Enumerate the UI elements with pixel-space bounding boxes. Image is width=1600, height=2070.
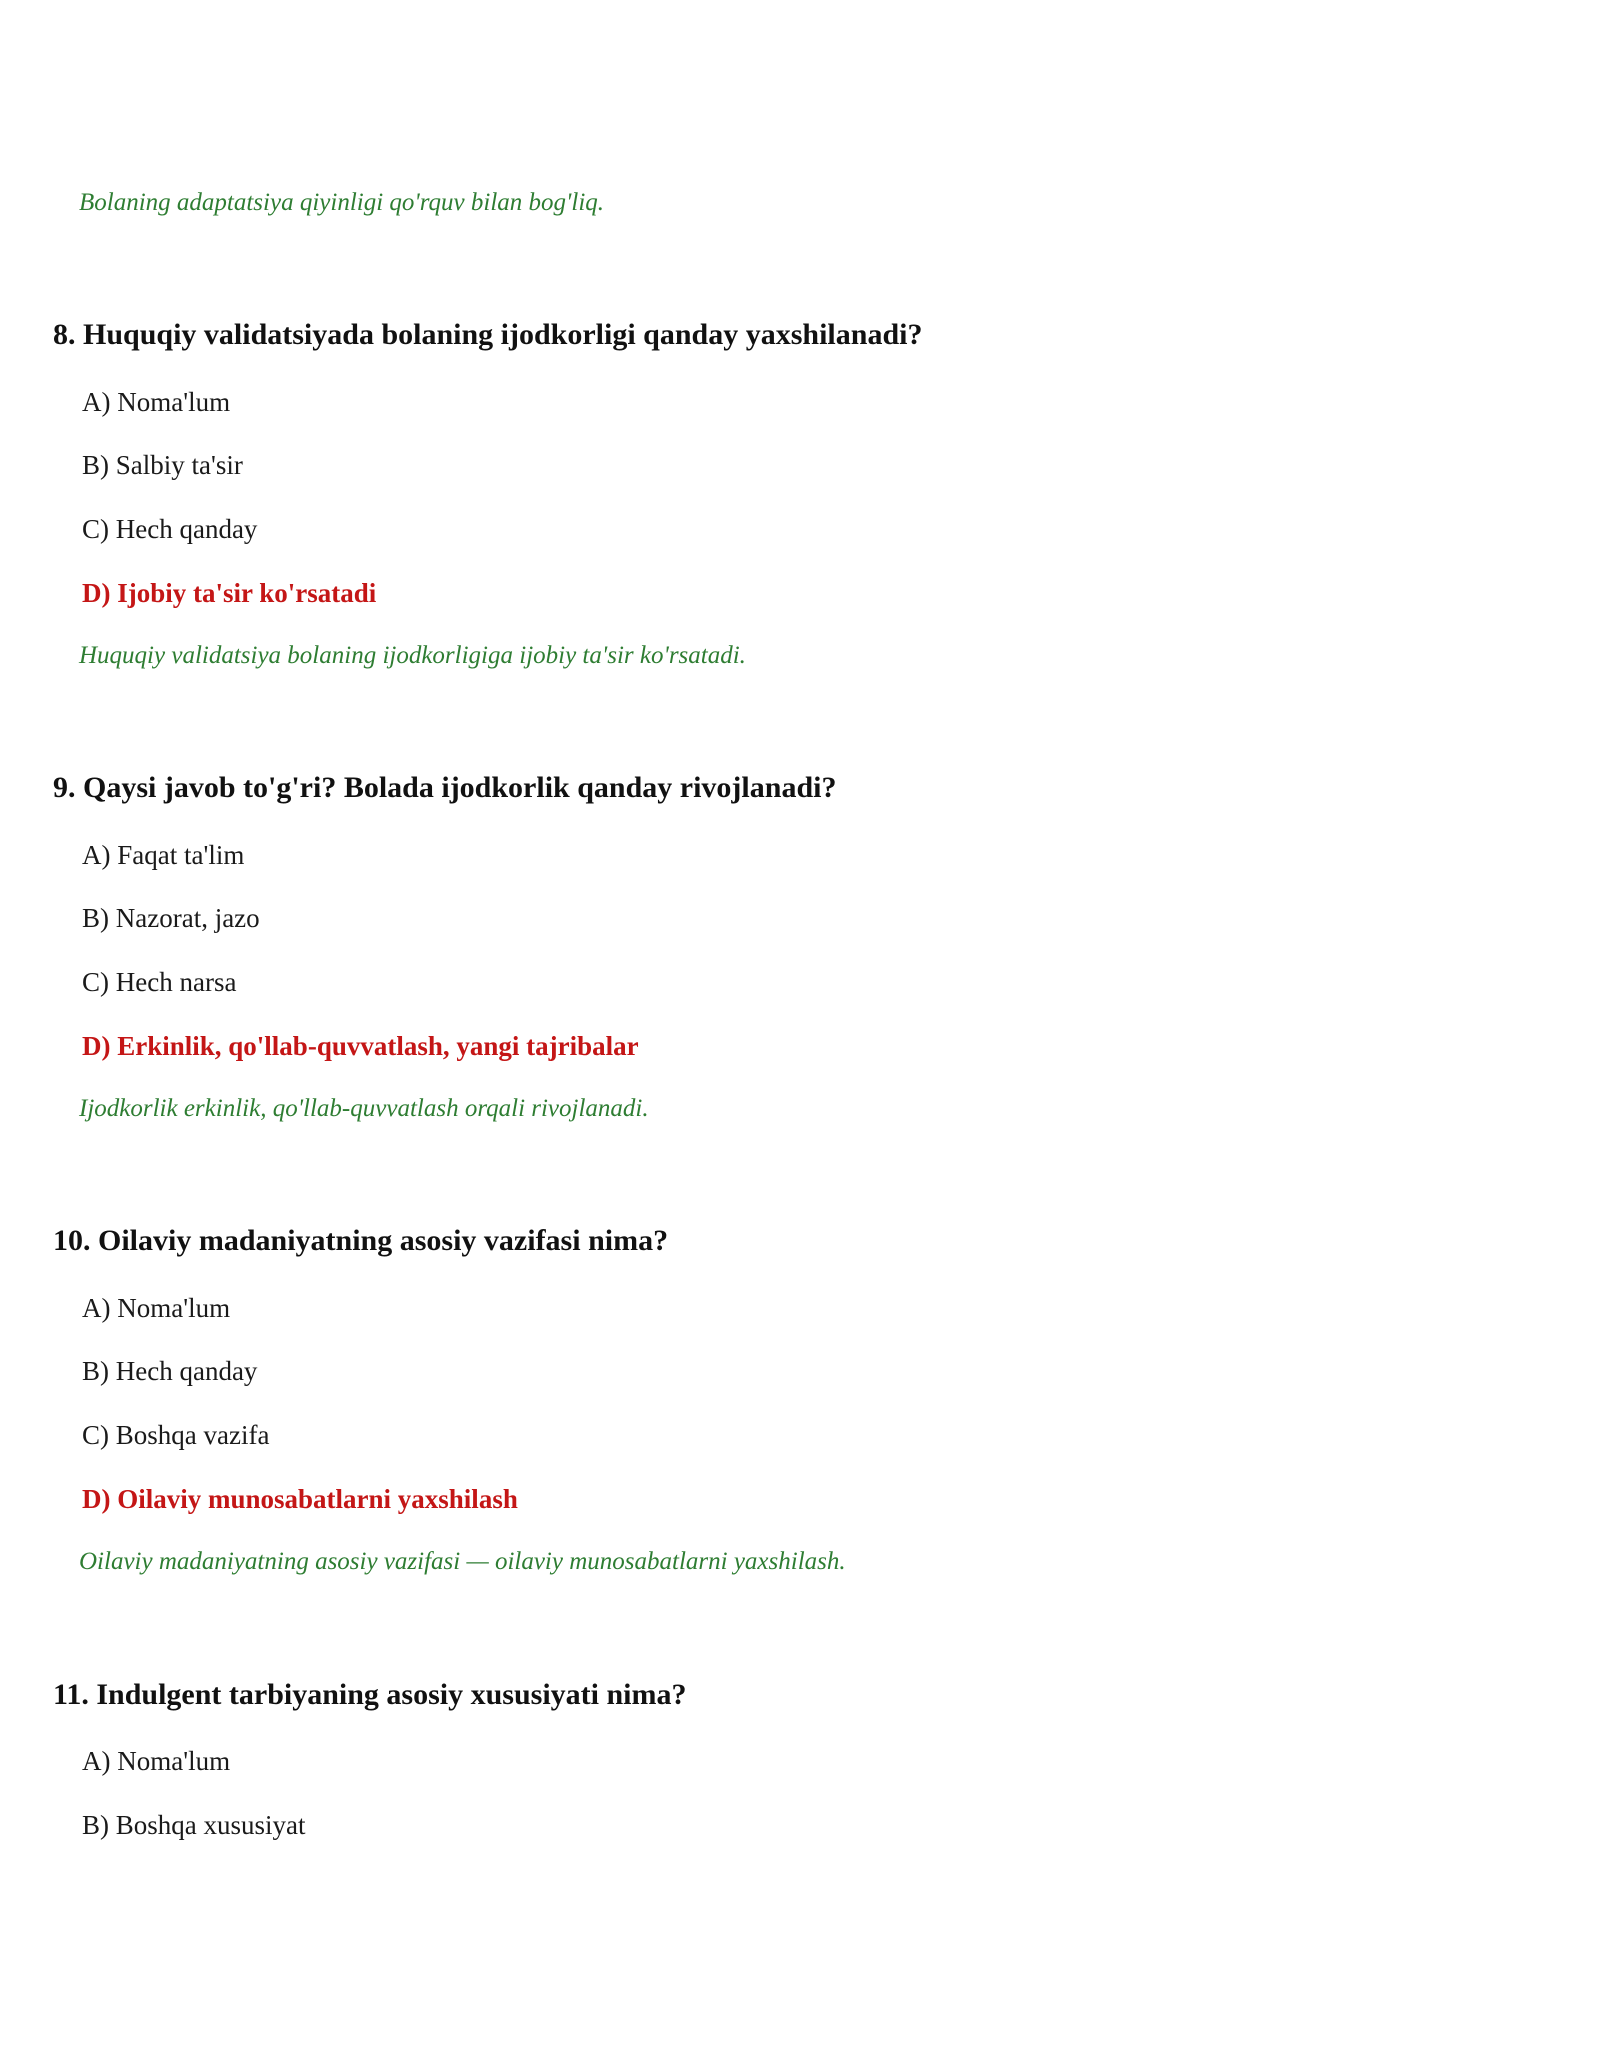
option-d-correct: D) Erkinlik, qo'llab-quvvatlash, yangi tajribalar: [82, 1031, 639, 1061]
option-b: B) Hech qanday: [82, 1356, 258, 1386]
answer-explanation: Huquqiy validatsiya bolaning ijodkorligiga ijobiy ta'sir ko'rsatadi.: [79, 642, 746, 669]
option-a: A) Noma'lum: [82, 387, 231, 417]
answer-explanation: Bolaning adaptatsiya qiyinligi qo'rquv bilan bog'liq.: [79, 189, 605, 216]
option-b: B) Salbiy ta'sir: [82, 450, 243, 480]
question-title: 10. Oilaviy madaniyatning asosiy vazifasi nima?: [53, 1224, 669, 1257]
option-c: C) Hech narsa: [82, 967, 237, 997]
question-title: 9. Qaysi javob to'g'ri? Bolada ijodkorlik qanday rivojlanadi?: [53, 771, 837, 804]
answer-explanation: Oilaviy madaniyatning asosiy vazifasi — oilaviy munosabatlarni yaxshilash.: [79, 1548, 846, 1575]
option-a: A) Noma'lum: [82, 1746, 231, 1776]
option-b: B) Boshqa xususiyat: [82, 1810, 306, 1840]
option-d-correct: D) Ijobiy ta'sir ko'rsatadi: [82, 578, 377, 608]
option-d-correct: D) Oilaviy munosabatlarni yaxshilash: [82, 1484, 518, 1514]
option-c: C) Boshqa vazifa: [82, 1420, 270, 1450]
option-a: A) Faqat ta'lim: [82, 840, 245, 870]
question-title: 8. Huquqiy validatsiyada bolaning ijodkorligi qanday yaxshilanadi?: [53, 318, 923, 351]
option-a: A) Noma'lum: [82, 1293, 231, 1323]
option-c: C) Hech qanday: [82, 514, 258, 544]
question-title: 11. Indulgent tarbiyaning asosiy xususiyati nima?: [53, 1678, 687, 1711]
option-b: B) Nazorat, jazo: [82, 903, 260, 933]
answer-explanation: Ijodkorlik erkinlik, qo'llab-quvvatlash orqali rivojlanadi.: [79, 1095, 649, 1122]
